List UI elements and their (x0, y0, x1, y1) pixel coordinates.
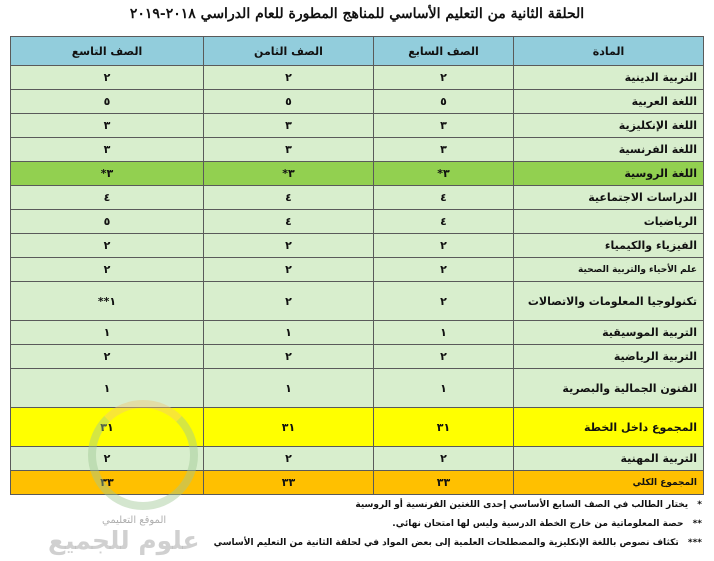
header-grade8: الصف الثامن (204, 37, 374, 66)
row-subject: تكنولوجيا المعلومات والاتصالات (514, 282, 704, 321)
row-subject: التربية الموسيقية (514, 321, 704, 345)
table-row (11, 234, 704, 258)
table-row (11, 114, 704, 138)
row-grade9: ٣١ (11, 408, 204, 447)
row-subject: الفيزياء والكيمياء (514, 234, 704, 258)
row-subject: الرياضيات (514, 210, 704, 234)
row-grade9: ٢ (11, 345, 204, 369)
row-subject: المجموع الكلي (514, 471, 704, 495)
table-row (11, 162, 704, 186)
row-grade8: ١ (204, 321, 374, 345)
row-grade9: ١** (11, 282, 204, 321)
row-subject: المجموع داخل الخطة (514, 408, 704, 447)
footnote-mark: ** (692, 519, 702, 529)
row-grade9: ٢ (11, 258, 204, 282)
table-row (11, 186, 704, 210)
table-row (11, 90, 704, 114)
row-grade9: ٢ (11, 66, 204, 90)
footnote-mark: * (697, 500, 702, 510)
table-row (11, 447, 704, 471)
table-row (11, 408, 704, 447)
row-subject: اللغة العربية (514, 90, 704, 114)
row-grade9: ٣* (11, 162, 204, 186)
row-grade7: ٣ (374, 138, 514, 162)
row-grade9: ٢ (11, 447, 204, 471)
row-grade8: ٢ (204, 258, 374, 282)
footnote-text: تكثاف نصوص باللغة الإنكليزية والمصطلحات العلمية إلى بعض المواد في لحلقة الثانية من التعليم الأساسي (213, 538, 679, 548)
row-grade7: ٣٣ (374, 471, 514, 495)
watermark-subtitle: الموقع التعليمي (102, 515, 167, 526)
row-grade8: ٢ (204, 345, 374, 369)
row-grade8: ٢ (204, 447, 374, 471)
row-grade7: ٢ (374, 282, 514, 321)
row-grade9: ٤ (11, 186, 204, 210)
row-subject: الدراسات الاجتماعية (514, 186, 704, 210)
row-grade9: ٣ (11, 138, 204, 162)
row-grade8: ٣ (204, 138, 374, 162)
row-grade7: ٤ (374, 210, 514, 234)
row-grade9: ١ (11, 321, 204, 345)
table-row (11, 321, 704, 345)
header-subject: المادة (514, 37, 704, 66)
row-grade7: ٤ (374, 186, 514, 210)
row-grade7: ٢ (374, 345, 514, 369)
row-grade9: ٥ (11, 210, 204, 234)
row-subject: اللغة الإنكليزية (514, 114, 704, 138)
curriculum-table (10, 36, 704, 495)
row-grade8: ١ (204, 369, 374, 408)
row-subject: علم الأحياء والتربية الصحية (514, 258, 704, 282)
row-grade7: ٥ (374, 90, 514, 114)
table-row (11, 66, 704, 90)
footnote-text: يختار الطالب في الصف السابع الأساسي إحدى اللغتين الفرنسية أو الروسية (355, 500, 689, 510)
footnote (214, 496, 702, 515)
row-subject: التربية الرياضية (514, 345, 704, 369)
row-subject: التربية الدينية (514, 66, 704, 90)
row-grade9: ٣٣ (11, 471, 204, 495)
footnote-text: حصة المعلوماتية من خارج الخطة الدرسية وليس لها امتحان نهائي. (392, 519, 684, 529)
row-grade9: ٥ (11, 90, 204, 114)
row-grade9: ٣ (11, 114, 204, 138)
row-subject: اللغة الفرنسية (514, 138, 704, 162)
row-subject: الفنون الجمالية والبصرية (514, 369, 704, 408)
row-grade8: ٣ (204, 114, 374, 138)
row-grade8: ٥ (204, 90, 374, 114)
row-grade7: ٢ (374, 447, 514, 471)
footnote (214, 515, 702, 534)
row-grade7: ٢ (374, 234, 514, 258)
row-subject: اللغة الروسية (514, 162, 704, 186)
row-grade8: ٣* (204, 162, 374, 186)
row-grade9: ١ (11, 369, 204, 408)
row-grade7: ١ (374, 369, 514, 408)
page-title: الحلقة الثانية من التعليم الأساسي للمناهج المطورة للعام الدراسي ٢٠١٨-٢٠١٩ (129, 6, 585, 22)
row-grade8: ٣٣ (204, 471, 374, 495)
footnote (214, 534, 702, 553)
watermark-site-name: علوم للجميع (48, 526, 200, 555)
row-grade7: ٣١ (374, 408, 514, 447)
table-row (11, 471, 704, 495)
row-grade7: ١ (374, 321, 514, 345)
header-grade9: الصف التاسع (11, 37, 204, 66)
table-row (11, 282, 704, 321)
row-grade8: ٢ (204, 282, 374, 321)
row-grade8: ٢ (204, 234, 374, 258)
table-row (11, 210, 704, 234)
row-grade7: ٣ (374, 114, 514, 138)
row-grade8: ٤ (204, 186, 374, 210)
table-row (11, 369, 704, 408)
row-grade9: ٢ (11, 234, 204, 258)
row-grade7: ٢ (374, 258, 514, 282)
row-subject: التربية المهنية (514, 447, 704, 471)
table-row (11, 345, 704, 369)
table-row (11, 258, 704, 282)
header-grade7: الصف السابع (374, 37, 514, 66)
row-grade8: ٢ (204, 66, 374, 90)
row-grade8: ٤ (204, 210, 374, 234)
row-grade7: ٣* (374, 162, 514, 186)
row-grade8: ٣١ (204, 408, 374, 447)
footnote-mark: *** (687, 538, 702, 548)
table-row (11, 138, 704, 162)
table-header-row (11, 37, 704, 66)
row-grade7: ٢ (374, 66, 514, 90)
footnotes (214, 496, 702, 553)
